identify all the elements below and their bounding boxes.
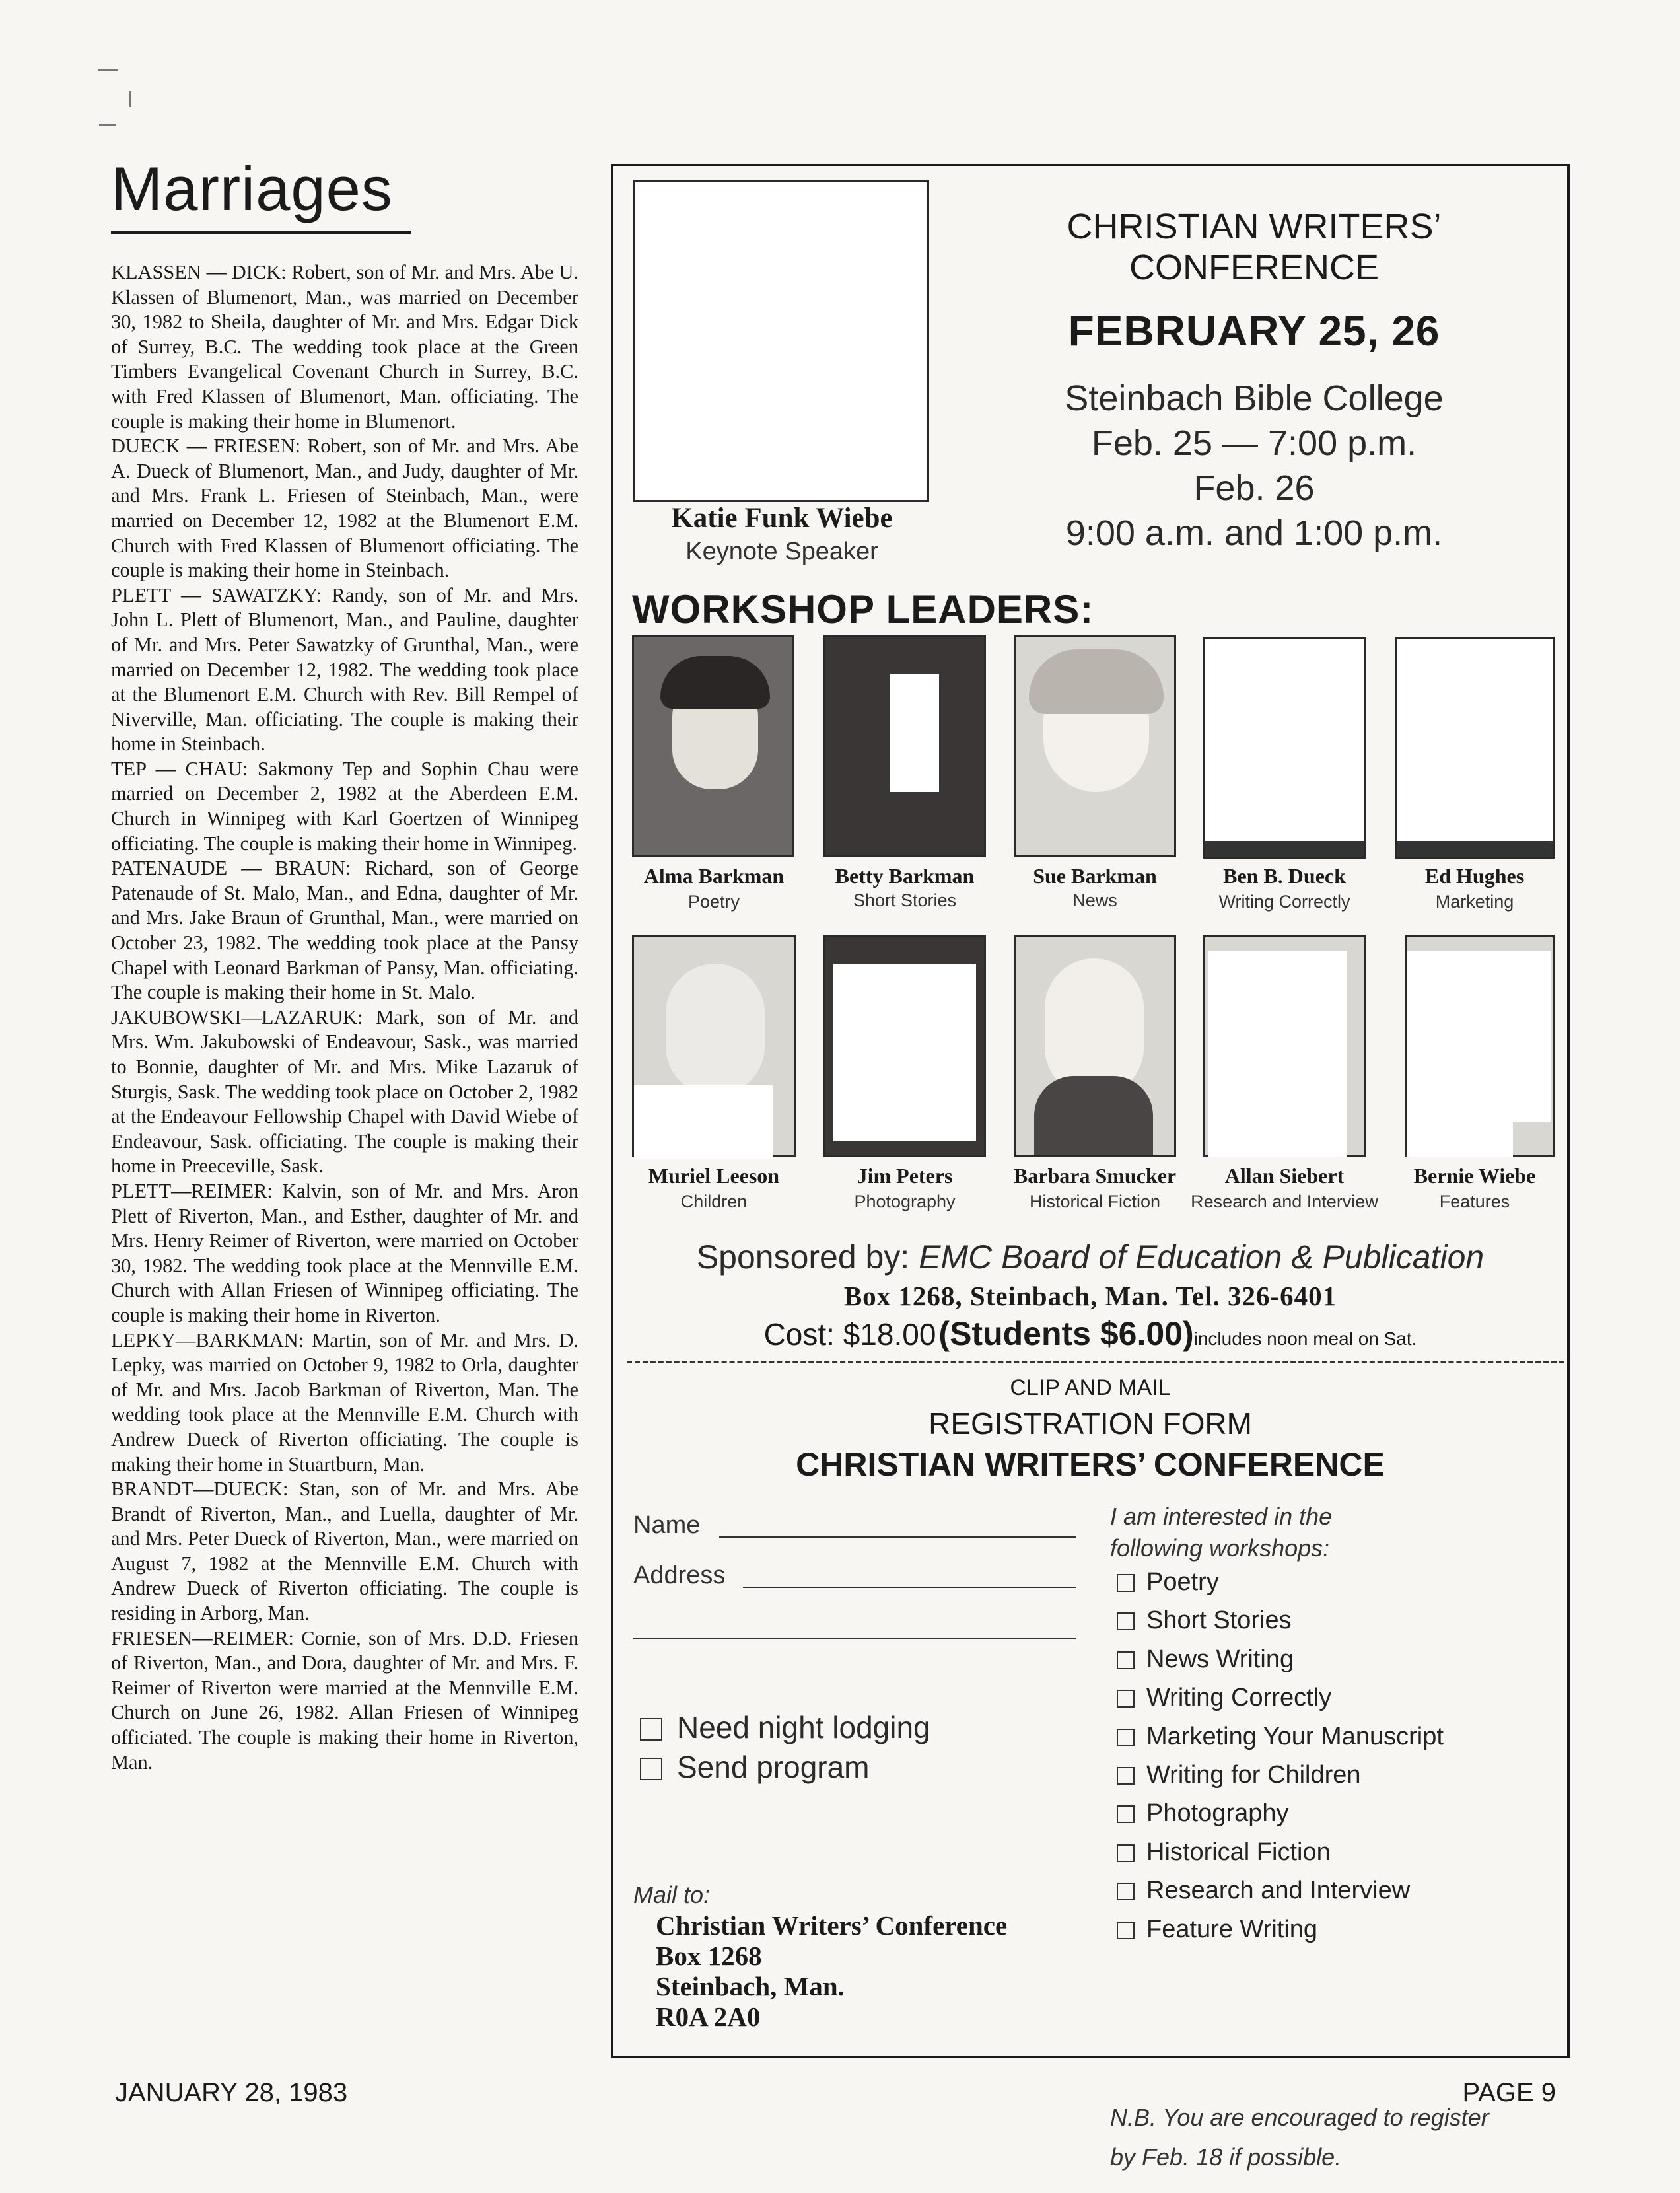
issue-date: JANUARY 28, 1983 [115,2078,348,2107]
interest-line-1: I am interested in the [1110,1503,1333,1530]
name-field[interactable] [719,1536,1076,1538]
workshop-option[interactable] [1117,1794,1444,1832]
workshop-option[interactable] [1117,1871,1444,1910]
leader-photo-betty-barkman [823,635,986,857]
leader-photo-jim-peters [823,935,986,1157]
marriage-text: Sakmony Tep and Sophin Chau were married on December 2, 1982 at the Aberdeen E.M. Church in Winnipeg with Karl Goertzen of Winnipeg officiating. The couple is making their home in Winnipeg. [111,757,578,855]
mail-address [656,1910,1007,2032]
workshop-option[interactable] [1117,1833,1444,1871]
workshop-label: Feature Writing [1146,1915,1318,1943]
interest-heading [1110,1501,1332,1564]
marriage-entry [111,757,578,856]
marriage-names: PLETT — SAWATZKY: [111,583,322,606]
leader-photo-bernie-wiebe [1405,935,1555,1157]
marriage-text: Mark, son of Mr. and Mrs. Wm. Jakubowski of Endeavour, Sask., was married to Bonnie, daughter of Mr. and Mrs. Mike Lazaruk of Sturgis, Sask. The wedding took place on October 2, 1982 at the Endeavour Fellowship Chapel with David Wiebe of Endeavour, Sask. officiating. The couple is making their home in Preeceville, Sask. [111,1005,578,1178]
leader-name: Alma Barkman [643,864,785,888]
program-label: Send program [677,1750,870,1784]
program-checkbox[interactable] [640,1758,662,1780]
workshop-checkbox[interactable] [1117,1651,1135,1669]
workshop-option[interactable] [1117,1563,1444,1601]
marriage-entry [111,856,578,1005]
name-label: Name [633,1511,701,1539]
conference-title-2: CONFERENCE [1129,248,1380,287]
sponsor-name: EMC Board of Education & Publication [919,1239,1485,1276]
interest-line-2: following workshops: [1110,1534,1330,1562]
marriage-text: Stan, son of Mr. and Mrs. Abe Brandt of Riverton, Man., and Luella, daughter of Mr. and Mrs. Peter Dueck of Riverton, Man., were married on August 7, 1982 at the Mennville E.M. Church with Andrew Dueck of Riverton officiating. The couple is residing in Arborg, Man. [111,1478,578,1625]
cost-note: includes noon meal on Sat. [1193,1328,1417,1349]
marriage-names: TEP — CHAU: [111,757,248,780]
workshop-label: Photography [1146,1799,1289,1828]
marriage-names: PLETT—REIMER: [111,1179,273,1202]
lodging-label: Need night lodging [677,1710,930,1744]
leader-name: Barbara Smucker [1013,1164,1177,1188]
marriage-text: Martin, son of Mr. and Mrs. D. Lepky, was married on October 9, 1982 to Orla, daughter of Mr. and Mrs. Jacob Barkman of Riverton, Man. The wedding took place at the Mennville E.M. Church with Andrew Dueck of Riverton officiating. The couple is making their home in Stuartburn, Man. [111,1328,578,1476]
mail-line: Box 1268 [656,1941,762,1971]
marriage-names: KLASSEN — DICK: [111,261,287,283]
leader-photo-muriel-leeson [632,935,796,1157]
mail-line: Steinbach, Man. [656,1971,845,2001]
marriage-text: Richard, son of George Patenaude of St. Malo, Man., and Edna, daughter of Mr. and Mrs. Jake Braun of Grunthal, Man., were married on October 23, 1982. The wedding took place at the Pansy Chapel with Leonard Barkman of Pansy, Man. officiating. The couple is making their home in St. Malo. [111,857,578,1004]
scan-mark [99,124,116,126]
marriage-entry [111,434,578,583]
workshop-checkbox[interactable] [1117,1844,1135,1862]
workshop-label: Writing for Children [1146,1761,1361,1789]
marriage-names: JAKUBOWSKI—LAZARUK: [111,1005,363,1028]
workshop-label: Poetry [1146,1568,1219,1596]
nb-line-1: N.B. You are encouraged to register [1110,2104,1489,2131]
marriage-names: FRIESEN—REIMER: [111,1626,294,1649]
form-title: REGISTRATION FORM [928,1406,1252,1441]
keynote-photo [633,180,929,502]
workshop-heading: WORKSHOP LEADERS: [632,587,1094,631]
marriage-entry [111,1477,578,1626]
workshop-checkbox[interactable] [1117,1574,1135,1592]
leader-photo-ed-hughes [1395,637,1555,859]
address-field[interactable] [743,1587,1076,1588]
workshop-option[interactable] [1117,1678,1444,1717]
mail-line: R0A 2A0 [656,2001,761,2032]
clip-and-mail: CLIP AND MAIL [1010,1375,1171,1400]
workshop-checkbox[interactable] [1117,1922,1135,1939]
mail-to-label: Mail to: [633,1881,711,1908]
form-subtitle: CHRISTIAN WRITERS’ CONFERENCE [796,1446,1385,1483]
leader-name: Sue Barkman [1033,864,1157,888]
sponsor-address: Box 1268, Steinbach, Man. Tel. 326-6401 [843,1281,1337,1311]
cost-students: (Students $6.00) [938,1315,1194,1352]
leader-name: Jim Peters [857,1164,953,1188]
cost-line [613,1314,1567,1353]
page-number: PAGE 9 [1462,2078,1556,2107]
leader-name: Muriel Leeson [648,1164,780,1188]
marriage-text: Kalvin, son of Mr. and Mrs. Aron Plett of Riverton, Man., and Esther, daughter of Mr. and Mrs. Henry Reimer of Riverton, were married on October 30, 1982. The wedding took place at the Mennville E.M. Church with Allan Friesen of Winnipeg officiating. The couple is making their home in Riverton. [111,1179,578,1326]
workshop-checkbox[interactable] [1117,1729,1135,1746]
marriage-entry [111,1626,578,1776]
section-title: Marriages [111,154,393,223]
marriage-text: Cornie, son of Mrs. D.D. Friesen of Riverton, Man., and Dora, daughter of Mr. and Mrs. F. Reimer of Riverton were married at the Mennville E.M. Church on June 26, 1982. Allan Friesen of Winnipeg officiated. The couple is making their home in Riverton, Man. [111,1626,578,1774]
address-label: Address [633,1562,726,1589]
leader-photo-barbara-smucker [1014,935,1176,1157]
workshop-label: Marketing Your Manuscript [1146,1722,1444,1750]
marriage-text: Robert, son of Mr. and Mrs. Abe U. Klassen of Blumenort, Man., was married on December 30, 1982 to Sheila, daughter of Mr. and Mrs. Edgar Dick of Surrey, B.C. The wedding took place at the Green Timbers Evangelical Covenant Church in Surrey, B.C. with Fred Klassen of Blumenort, Man. officiating. The couple is making their home in Blumenort. [111,261,578,433]
marriage-text: Robert, son of Mr. and Mrs. Abe A. Dueck of Blumenort, Man., and Judy, daughter of Mr. and Mrs. Frank L. Friesen of Steinbach, Man., were married on December 12, 1982 at the Blumenort E.M. Church with Fred Klassen of Blumenort officiating. The couple is making their home in Steinbach. [111,435,578,582]
option-program[interactable] [640,1749,870,1785]
workshop-checklist [1117,1563,1444,1949]
workshop-checkbox[interactable] [1117,1690,1135,1708]
marriage-names: DUECK — FRIESEN: [111,435,300,458]
leader-name: Betty Barkman [835,864,975,888]
leader-name: Ben B. Dueck [1223,864,1346,888]
marriage-entry [111,1179,578,1328]
workshop-label: Short Stories [1146,1606,1292,1635]
workshop-label: News Writing [1146,1645,1294,1673]
cost-label: Cost: $18.00 [763,1317,936,1351]
conference-time-1: Feb. 25 — 7:00 p.m. [1091,423,1417,463]
clip-dashed-line [627,1361,1564,1363]
leader-name: Bernie Wiebe [1413,1164,1536,1188]
conference-day-2: Feb. 26 [1193,468,1315,508]
scan-mark [98,69,118,71]
marriage-entry [111,583,578,757]
option-lodging[interactable] [640,1709,930,1745]
leader-photo-allan-siebert [1203,935,1366,1157]
workshop-checkbox[interactable] [1117,1883,1135,1900]
title-underline [111,231,411,234]
workshop-label: Historical Fiction [1146,1838,1331,1866]
workshop-checkbox[interactable] [1117,1805,1135,1823]
scan-mark [129,91,131,107]
marriage-names: BRANDT—DUECK: [111,1478,289,1501]
leader-topic: Research and Interview [1191,1192,1378,1211]
workshop-option[interactable] [1117,1756,1444,1794]
leader-topic: Historical Fiction [1029,1192,1161,1211]
workshop-label: Writing Correctly [1146,1684,1332,1712]
keynote-role: Keynote Speaker [685,538,878,565]
marriage-text: Randy, son of Mr. and Mrs. John L. Plett of Blumenort, Man., and Pauline, daughter of Mr. and Mrs. Peter Sawatzky of Grunthal, Man., were married on December 12, 1982. The wedding took place at the Blumenort E.M. Church with Rev. Bill Rempel of Niverville, Man. officiating. The couple is making their home in Steinbach. [111,583,578,756]
leader-topic: Features [1439,1192,1510,1211]
conference-venue: Steinbach Bible College [1065,378,1444,418]
workshop-option[interactable] [1117,1640,1444,1678]
leader-photo-sue-barkman [1014,635,1176,857]
workshop-option[interactable] [1117,1910,1444,1949]
leader-topic: Photography [854,1192,956,1211]
workshop-option[interactable] [1117,1601,1444,1639]
marriage-entry [111,1005,578,1179]
leader-photo-alma-barkman [632,635,794,857]
marriage-list [111,260,578,1775]
leader-photo-ben-dueck [1203,637,1366,859]
conference-dates: FEBRUARY 25, 26 [1068,307,1440,355]
leader-topic: Children [680,1192,748,1211]
lodging-checkbox[interactable] [640,1718,662,1741]
workshop-label: Research and Interview [1146,1877,1411,1905]
marriage-names: LEPKY—BARKMAN: [111,1328,304,1351]
marriage-names: PATENAUDE — BRAUN: [111,857,351,880]
nb-note [1110,2098,1489,2177]
sponsor-line [613,1238,1567,1276]
workshop-checkbox[interactable] [1117,1767,1135,1785]
address-field-line-2[interactable] [633,1638,1076,1639]
leader-topic: Writing Correctly [1218,892,1350,912]
marriage-entry [111,1328,578,1478]
conference-time-2: 9:00 a.m. and 1:00 p.m. [1065,513,1443,553]
mail-line: Christian Writers’ Conference [656,1910,1008,1941]
leader-topic: Short Stories [853,890,957,910]
leader-topic: News [1072,890,1117,910]
nb-line-2: by Feb. 18 if possible. [1110,2143,1342,2171]
leader-name: Allan Siebert [1224,1164,1345,1188]
leader-name: Ed Hughes [1424,864,1525,888]
keynote-name: Katie Funk Wiebe [671,503,893,534]
workshop-checkbox[interactable] [1117,1612,1135,1630]
leader-topic: Poetry [687,892,740,912]
marriage-entry [111,260,578,434]
sponsor-label: Sponsored by: [696,1239,910,1276]
conference-title-1: CHRISTIAN WRITERS’ [1067,207,1442,246]
workshop-option[interactable] [1117,1717,1444,1756]
leader-topic: Marketing [1435,892,1514,912]
